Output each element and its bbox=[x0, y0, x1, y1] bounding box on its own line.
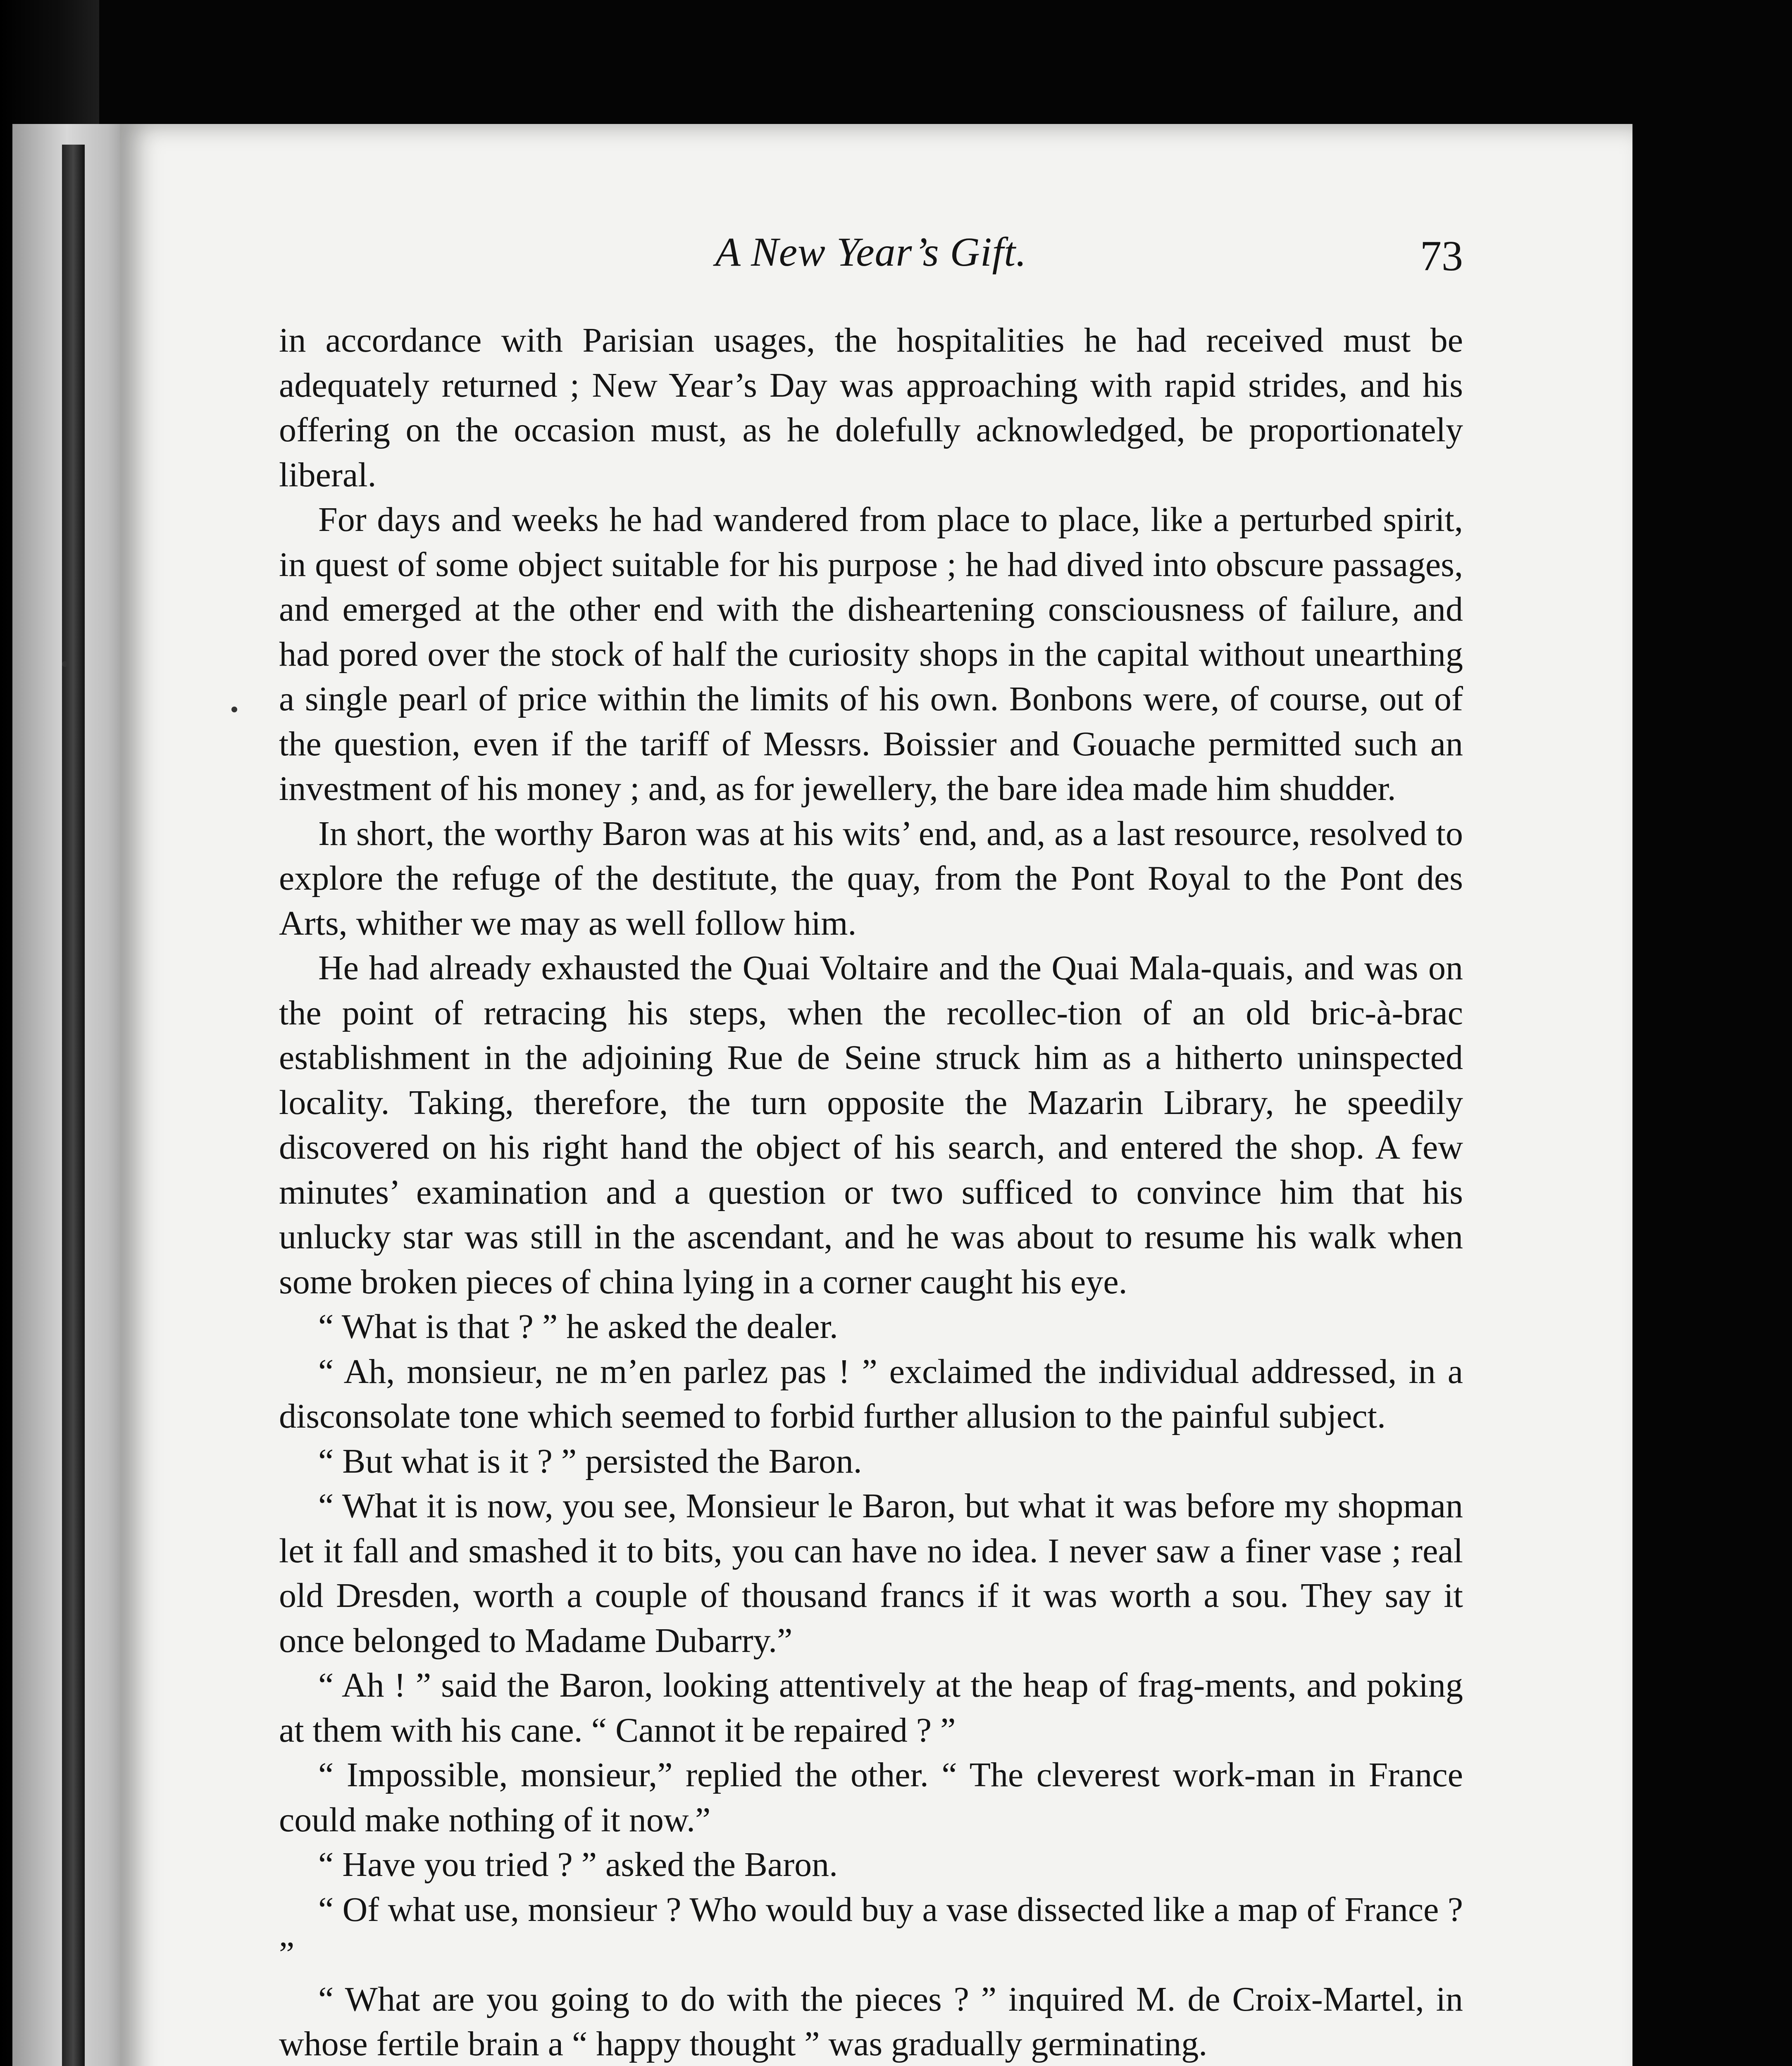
paragraph: “ Have you tried ? ” asked the Baron. bbox=[318, 1845, 838, 1884]
paragraph: In short, the worthy Baron was at his wits’ end, and, as a last resource, resolved to explore the refuge of the destitute, the quay, from the Pont Royal to the Pont des Arts, whither we may as well follow him. bbox=[279, 814, 1463, 943]
paragraph: “ What are you going to do with the pieces ? ” inquired M. de Croix-Martel, in whose fertile brain a “ happy thought ” was gradually germinating. bbox=[279, 1980, 1463, 2063]
paragraph: “ What it is now, you see, Monsieur le Baron, but what it was before my shopman let it fall and smashed it to bits, you can have no idea. I never saw a finer vase ; real old Dresden, worth a couple of thousand francs if it was worth a sou. They say it once belonged to Madame Dubarry.” bbox=[279, 1487, 1463, 1660]
running-head bbox=[279, 223, 1463, 281]
paragraph: “ Ah ! ” said the Baron, looking attentively at the heap of frag-ments, and poking at them with his cane. “ Cannot it be repaired ? ” bbox=[279, 1666, 1463, 1749]
scan-speck bbox=[231, 707, 237, 712]
running-title: A New Year’s Gift. bbox=[715, 229, 1027, 275]
paragraph: He had already exhausted the Quai Voltaire and the Quai Mala-quais, and was on the point of retracing his steps, when the recollec-tion of an old bric-à-brac establishment in the adjoining Rue de Seine struck him as a hitherto uninspected locality. Taking, therefore, the turn opposite the Mazarin Library, he speedily discovered on his right hand the object of his search, and entered the shop. A few minutes’ examination and a question or two sufficed to convince him that his unlucky star was still in the ascendant, and he was about to resume his walk when some broken pieces of china lying in a corner caught his eye. bbox=[279, 949, 1463, 1301]
paragraph: “ But what is it ? ” persisted the Baron. bbox=[318, 1442, 862, 1480]
page-number: 73 bbox=[1420, 232, 1463, 280]
paragraph: “ Impossible, monsieur,” replied the other. “ The cleverest work-man in France could make nothing of it now.” bbox=[279, 1756, 1463, 1839]
book-page bbox=[120, 124, 1632, 2066]
paragraph: For days and weeks he had wandered from place to place, like a perturbed spirit, in quest of some object suitable for his purpose ; he had dived into obscure passages, and emerged at the other end with the disheartening consciousness of failure, and had pored over the stock of half the curiosity shops in the capital without unearthing a single pearl of price within the limits of his own. Bonbons were, of course, out of the question, even if the tariff of Messrs. Boissier and Gouache permitted such an investment of his money ; and, as for jewellery, the bare idea made him shudder. bbox=[279, 500, 1463, 808]
body-text bbox=[279, 318, 1463, 2066]
paragraph: “ Of what use, monsieur ? Who would buy a vase dissected like a map of France ? ” bbox=[279, 1890, 1463, 1973]
scan-speck bbox=[62, 661, 68, 667]
binding-shadow bbox=[62, 145, 85, 2066]
paragraph: in accordance with Parisian usages, the hospitalities he had received must be adequately returned ; New Year’s Day was approaching with rapid strides, and his offering on the occasion must, as he dolefully acknowledged, be proportionately liberal. bbox=[279, 321, 1463, 494]
paragraph: “ What is that ? ” he asked the dealer. bbox=[318, 1307, 838, 1346]
paragraph: “ Ah, monsieur, ne m’en parlez pas ! ” exclaimed the individual addressed, in a disconsolate tone which seemed to forbid further allusion to the painful subject. bbox=[279, 1352, 1463, 1435]
